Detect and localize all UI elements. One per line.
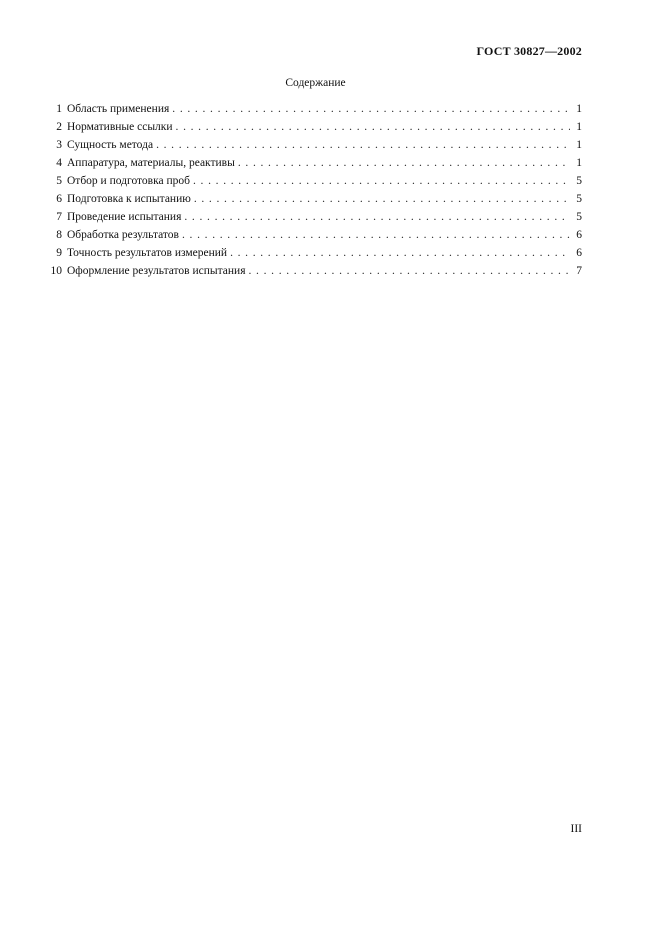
toc-entry-number: 1 (56, 103, 62, 115)
toc-entry-label: Обработка результатов (67, 229, 179, 241)
toc-entry-label: Область применения (67, 103, 170, 115)
toc-leader-dots (156, 136, 570, 154)
toc-entry-number: 10 (50, 265, 62, 277)
toc-entry[interactable] (40, 118, 582, 136)
toc-entry-label: Сущность метода (67, 139, 154, 151)
toc-entry[interactable] (40, 190, 582, 208)
toc-entry-number: 7 (56, 211, 62, 223)
toc-entry-page: 1 (576, 103, 582, 115)
toc-entry[interactable] (40, 136, 582, 154)
table-of-contents (40, 100, 582, 280)
toc-leader-dots (184, 208, 570, 226)
toc-leader-dots (238, 154, 570, 172)
toc-entry[interactable] (40, 208, 582, 226)
toc-entry-number: 4 (56, 157, 62, 169)
toc-entry-label: Точность результатов измерений (67, 247, 228, 259)
toc-leader-dots (182, 226, 570, 244)
toc-entry-label: Оформление результатов испытания (67, 265, 246, 277)
toc-entry[interactable] (40, 226, 582, 244)
page-number: III (570, 823, 582, 835)
toc-leader-dots (194, 190, 570, 208)
toc-entry-label: Нормативные ссылки (67, 121, 173, 133)
toc-entry-number: 9 (56, 247, 62, 259)
toc-entry-label: Проведение испытания (67, 211, 182, 223)
toc-title: Содержание (285, 77, 346, 89)
toc-entry-number: 8 (56, 229, 62, 241)
toc-entry[interactable] (40, 172, 582, 190)
toc-entry[interactable] (40, 244, 582, 262)
toc-entry-label: Подготовка к испытанию (67, 193, 191, 205)
standard-code: ГОСТ 30827—2002 (476, 44, 582, 58)
toc-entry[interactable] (40, 100, 582, 118)
toc-leader-dots (230, 244, 570, 262)
toc-entry-page: 5 (576, 211, 582, 223)
toc-entry-number: 2 (56, 121, 62, 133)
toc-leader-dots (193, 172, 570, 190)
toc-entry-page: 1 (576, 121, 582, 133)
toc-entry-page: 5 (576, 193, 582, 205)
toc-leader-dots (176, 118, 570, 136)
toc-entry-label: Аппаратура, материалы, реактивы (67, 157, 235, 169)
toc-entry-page: 1 (576, 139, 582, 151)
toc-entry-page: 6 (576, 229, 582, 241)
toc-entry-number: 3 (56, 139, 62, 151)
toc-entry-page: 6 (576, 247, 582, 259)
toc-entry-number: 5 (56, 175, 62, 187)
toc-entry-page: 1 (576, 157, 582, 169)
toc-entry[interactable] (40, 262, 582, 280)
toc-leader-dots (249, 262, 571, 280)
toc-entry[interactable] (40, 154, 582, 172)
toc-entry-page: 5 (576, 175, 582, 187)
toc-entry-page: 7 (576, 265, 582, 277)
toc-leader-dots (172, 100, 570, 118)
toc-entry-number: 6 (56, 193, 62, 205)
toc-entry-label: Отбор и подготовка проб (67, 175, 190, 187)
